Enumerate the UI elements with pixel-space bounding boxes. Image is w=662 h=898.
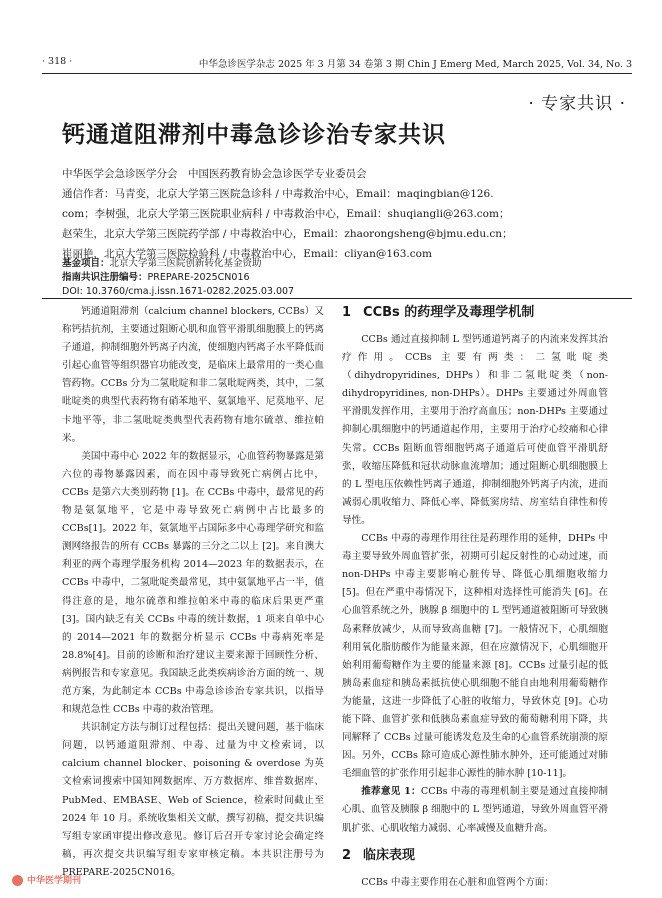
section-title: 临床表现 — [363, 847, 416, 863]
recommendation — [342, 783, 608, 837]
paragraph: CCBs 中毒主要作用在心脏和血管两个方面： — [361, 876, 554, 888]
recommendation-label: 推荐意见 1： — [361, 786, 421, 798]
paragraph: CCBs 通过直接抑制 L 型钙通道钙离子的内流来发挥其治疗作用。CCBs 主要有两类：二氢吡啶类（dihydropyridines, DHPs）和非二氢吡啶类（non-dihydropyridines, non-DHPs）。DHPs 主要通过外周血管平滑肌发挥作用，主要用于治疗高血压；non-DHPs 主要通过抑制心肌细胞中的钙通道起作用，主要用于治疗心绞痛和心律失常。CCBs 阻断血管细胞钙离子通道后可使血管平滑肌舒张，收缩压降低和冠状动脉血流增加；通过阻断心肌细胞膜上的 L 型电压依赖性钙离子通道，抑制细胞外钙离子内流，进而减弱心肌收缩力、降低心率、降低窦房结、房室结自律性和传导性。 — [342, 334, 608, 526]
recommendation-text: CCBs 中毒的毒理机制主要是通过直接抑制心肌、血管及胰腺 β 细胞中的 L 型钙通道，导致外周血管平滑肌扩张、心肌收缩力减弱、心率减慢及血糖升高。 — [342, 786, 608, 834]
header-rule — [42, 73, 632, 74]
page-header — [42, 56, 632, 70]
section-heading-2 — [342, 846, 608, 866]
fund-block — [62, 257, 294, 299]
corresponding-author-line: 赵荣生，北京大学第三医院药学部 / 中毒救治中心，Email：zhaorongsheng@bjmu.edu.cn； — [62, 228, 513, 240]
section-title: CCBs 的药理学及毒理学机制 — [363, 305, 535, 320]
page-number: · 318 · — [42, 56, 73, 67]
journal-citation: 中华急诊医学杂志 2025 年 3 月第 34 卷第 3 期 Chin J Emerg Med, March 2025, Vol. 34, No. 3 — [198, 59, 632, 70]
fund-label: 基金项目： — [62, 258, 110, 269]
paragraph: 共识制定方法与制订过程包括：提出关键问题，基于临床问题，以钙通道阻滞剂、中毒、过量为中文检索词，以 calcium channel blocker、poisoning & overdose 为英文检索词搜索中国知网数据库、万方数据库、维普数据库、PubMed、EMBASE、Web of Science，检索时间截止至 2024 年 10 月。系统收集相关文献，撰写初稿，提交共识编写组专家函审提出修改意见。修订后召开专家讨论会确定终稿，再次提交共识编写组专家审核定稿。本共识注册号为 PREPARE-2025CN016。 — [62, 722, 324, 878]
left-column — [62, 303, 324, 882]
corresponding-author-line: 崔丽艳，北京大学第三医院检验科 / 中毒救治中心，Email：cliyan@163.com — [62, 248, 432, 260]
fund-text: 北京大学第三医院创新转化基金资助 — [109, 258, 262, 269]
paragraph: CCBs 中毒的毒理作用往往是药理作用的延伸，DHPs 中毒主要导致外周血管扩张，初期可引起反射性的心动过速，而 non-DHPs 中毒主要影响心脏传导、降低心肌细胞收缩力 [5]。但在严重中毒情况下，这种相对选择性可能消失 [6]。在心血管系统之外，胰腺 β 细胞中的 L 型钙通道被阻断可导致胰岛素释放减少，从而导致高血糖 [7]。一般情况下，心肌细胞利用氧化脂肪酸作为能量来源，但在应激情况下，心肌细胞开始利用葡萄糖作为主要的能量来源 [8]。CCBs 过量引起的低胰岛素血症和胰岛素抵抗使心肌细胞不能自由地利用葡萄糖作为能量，这进一步降低了心脏的收缩力，导致休克 [9]。心功能下降、血管扩张和低胰岛素血症导致的葡萄糖利用下降，共同解释了 CCBs 过量可能诱发危及生命的心血管系统崩溃的原因。另外，CCBs 除可造成心源性肺水肿外，还可能通过对肺毛细血管的扩张作用引起非心源性的肺水肿 [10-11]。 — [342, 533, 608, 780]
paragraph: 美国中毒中心 2022 年的数据显示，心血管药物暴露是第六位的毒物暴露因素，而在因中毒导致死亡病例占比中，CCBs 是第六大类别药物 [1]。在 CCBs 中毒中，最常见的药物是氨氯地平，它是中毒导致死亡病例中占比最多的 CCBs[1]。2022 年，氨氯地平占国际多中心毒理学研究和监测网络报告的所有 CCBs 暴露的三分之二以上 [2]。来自澳大利亚的两个毒理学服务机构 2014—2023 年的数据表示，在 CCBs 中毒中，二氢吡啶类最常见，其中氨氯地平占一半，值得注意的是，地尔硫䓬和维拉帕米中毒的临床后果更严重 [3]。国内缺乏有关 CCBs 中毒的统计数据，1 项来自单中心的 2014—2021 年的数据分析显示 CCBs 中毒病死率是 28.8%[4]。目前的诊断和治疗建议主要来源于回顾性分析、病例报告和专家意见。我国缺乏此类疾病诊治方面的统一、规范方案，为此制定本 CCBs 中毒急诊诊治专家共识，以指导和规范急性 CCBs 中毒的救治管理。 — [62, 450, 324, 716]
author-societies: 中华医学会急诊医学分会 中国医药教育协会急诊医学专业委员会 — [62, 168, 367, 180]
article-title: 钙通道阻滞剂中毒急诊诊治专家共识 — [62, 122, 446, 148]
publisher-logo — [12, 873, 81, 886]
fund-rule — [42, 298, 632, 299]
registration-number: PREPARE-2025CN016 — [147, 272, 250, 283]
registration-label: 指南共识注册编号： — [62, 272, 148, 283]
logo-text: 中华医学期刊 — [27, 876, 82, 886]
corresponding-author-line: com；李树强，北京大学第三医院职业病科 / 中毒救治中心，Email：shuqiangli@263.com； — [62, 208, 510, 220]
section-number: 2 — [342, 847, 352, 863]
corresponding-author-line: 通信作者：马青变，北京大学第三医院急诊科 / 中毒救治中心，Email：maqingbian@126. — [62, 188, 494, 200]
right-column — [342, 303, 608, 892]
section-heading-1 — [342, 303, 608, 323]
section-number: 1 — [342, 305, 352, 320]
paragraph: 钙通道阻滞剂（calcium channel blockers, CCBs）又称钙拮抗剂，主要通过阻断心肌和血管平滑肌细胞膜上的钙离子通道，抑制细胞外钙离子内流，使细胞内钙离子水平降低而引起心血管等组织器官功能改变，是临床上最常用的一类心血管药物。CCBs 分为二氢吡啶和非二氢吡啶两类，其中，二氢吡啶类的典型代表药物有硝苯地平、氨氯地平、尼莫地平、尼卡地平等，非二氢吡啶类典型代表药物有地尔硫䓬、维拉帕米。 — [62, 306, 324, 444]
author-block — [62, 164, 642, 264]
logo-mark-icon — [12, 875, 23, 886]
doi: DOI: 10.3760/cma.j.issn.1671-0282.2025.03.007 — [62, 286, 295, 297]
section-tag: · 专家共识 · — [528, 94, 626, 114]
